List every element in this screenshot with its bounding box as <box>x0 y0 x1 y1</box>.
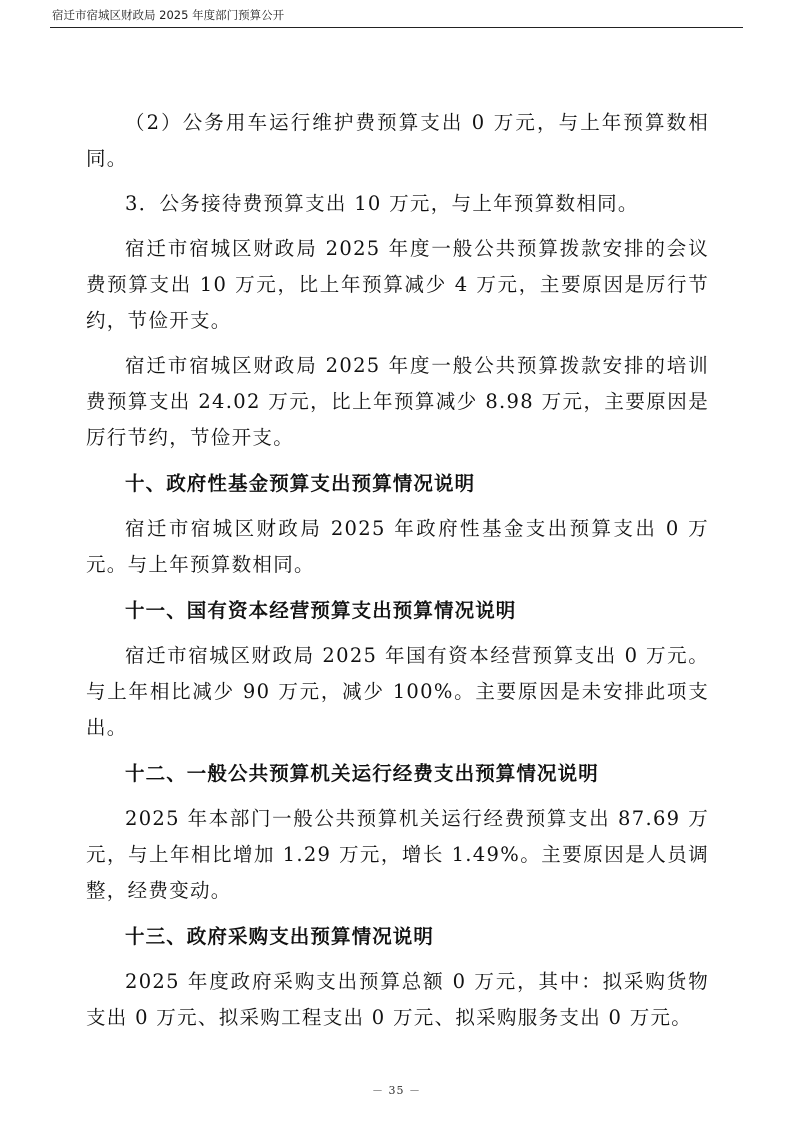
paragraph-vehicle-maintenance: （2）公务用车运行维护费预算支出 0 万元，与上年预算数相同。 <box>86 111 709 170</box>
paragraph-operating-expenses: 2025 年本部门一般公共预算机关运行经费预算支出 87.69 万元，与上年相比增加 1.29 万元，增长 1.49%。主要原因是人员调整，经费变动。 <box>86 807 709 902</box>
paragraph-training-fee: 宿迁市宿城区财政局 2025 年度一般公共预算拨款安排的培训费预算支出 24.02 万元，比上年预算减少 8.98 万元，主要原因是厉行节约，节俭开支。 <box>86 354 709 449</box>
section-heading-12: 十二、一般公共预算机关运行经费支出预算情况说明 <box>125 762 599 785</box>
header-divider <box>50 27 743 28</box>
paragraph-government-fund: 宿迁市宿城区财政局 2025 年政府性基金支出预算支出 0 万元。与上年预算数相同。 <box>86 517 709 576</box>
document-body <box>86 105 709 1036</box>
section-heading-13: 十三、政府采购支出预算情况说明 <box>125 925 435 948</box>
page-number: － 35 － <box>372 1084 421 1097</box>
paragraph-meeting-fee: 宿迁市宿城区财政局 2025 年度一般公共预算拨款安排的会议费预算支出 10 万元，比上年预算减少 4 万元，主要原因是厉行节约，节俭开支。 <box>86 237 709 332</box>
paragraph-reception-fee: 3．公务接待费预算支出 10 万元，与上年预算数相同。 <box>125 192 639 215</box>
section-heading-10: 十、政府性基金预算支出预算情况说明 <box>125 472 476 495</box>
paragraph-state-capital: 宿迁市宿城区财政局 2025 年国有资本经营预算支出 0 万元。与上年相比减少 90 万元，减少 100%。主要原因是未安排此项支出。 <box>86 644 709 739</box>
running-header: 宿迁市宿城区财政局 2025 年度部门预算公开 <box>52 8 285 22</box>
paragraph-procurement: 2025 年度政府采购支出预算总额 0 万元，其中：拟采购货物支出 0 万元、拟采购工程支出 0 万元、拟采购服务支出 0 万元。 <box>86 970 709 1029</box>
section-heading-11: 十一、国有资本经营预算支出预算情况说明 <box>125 599 517 622</box>
